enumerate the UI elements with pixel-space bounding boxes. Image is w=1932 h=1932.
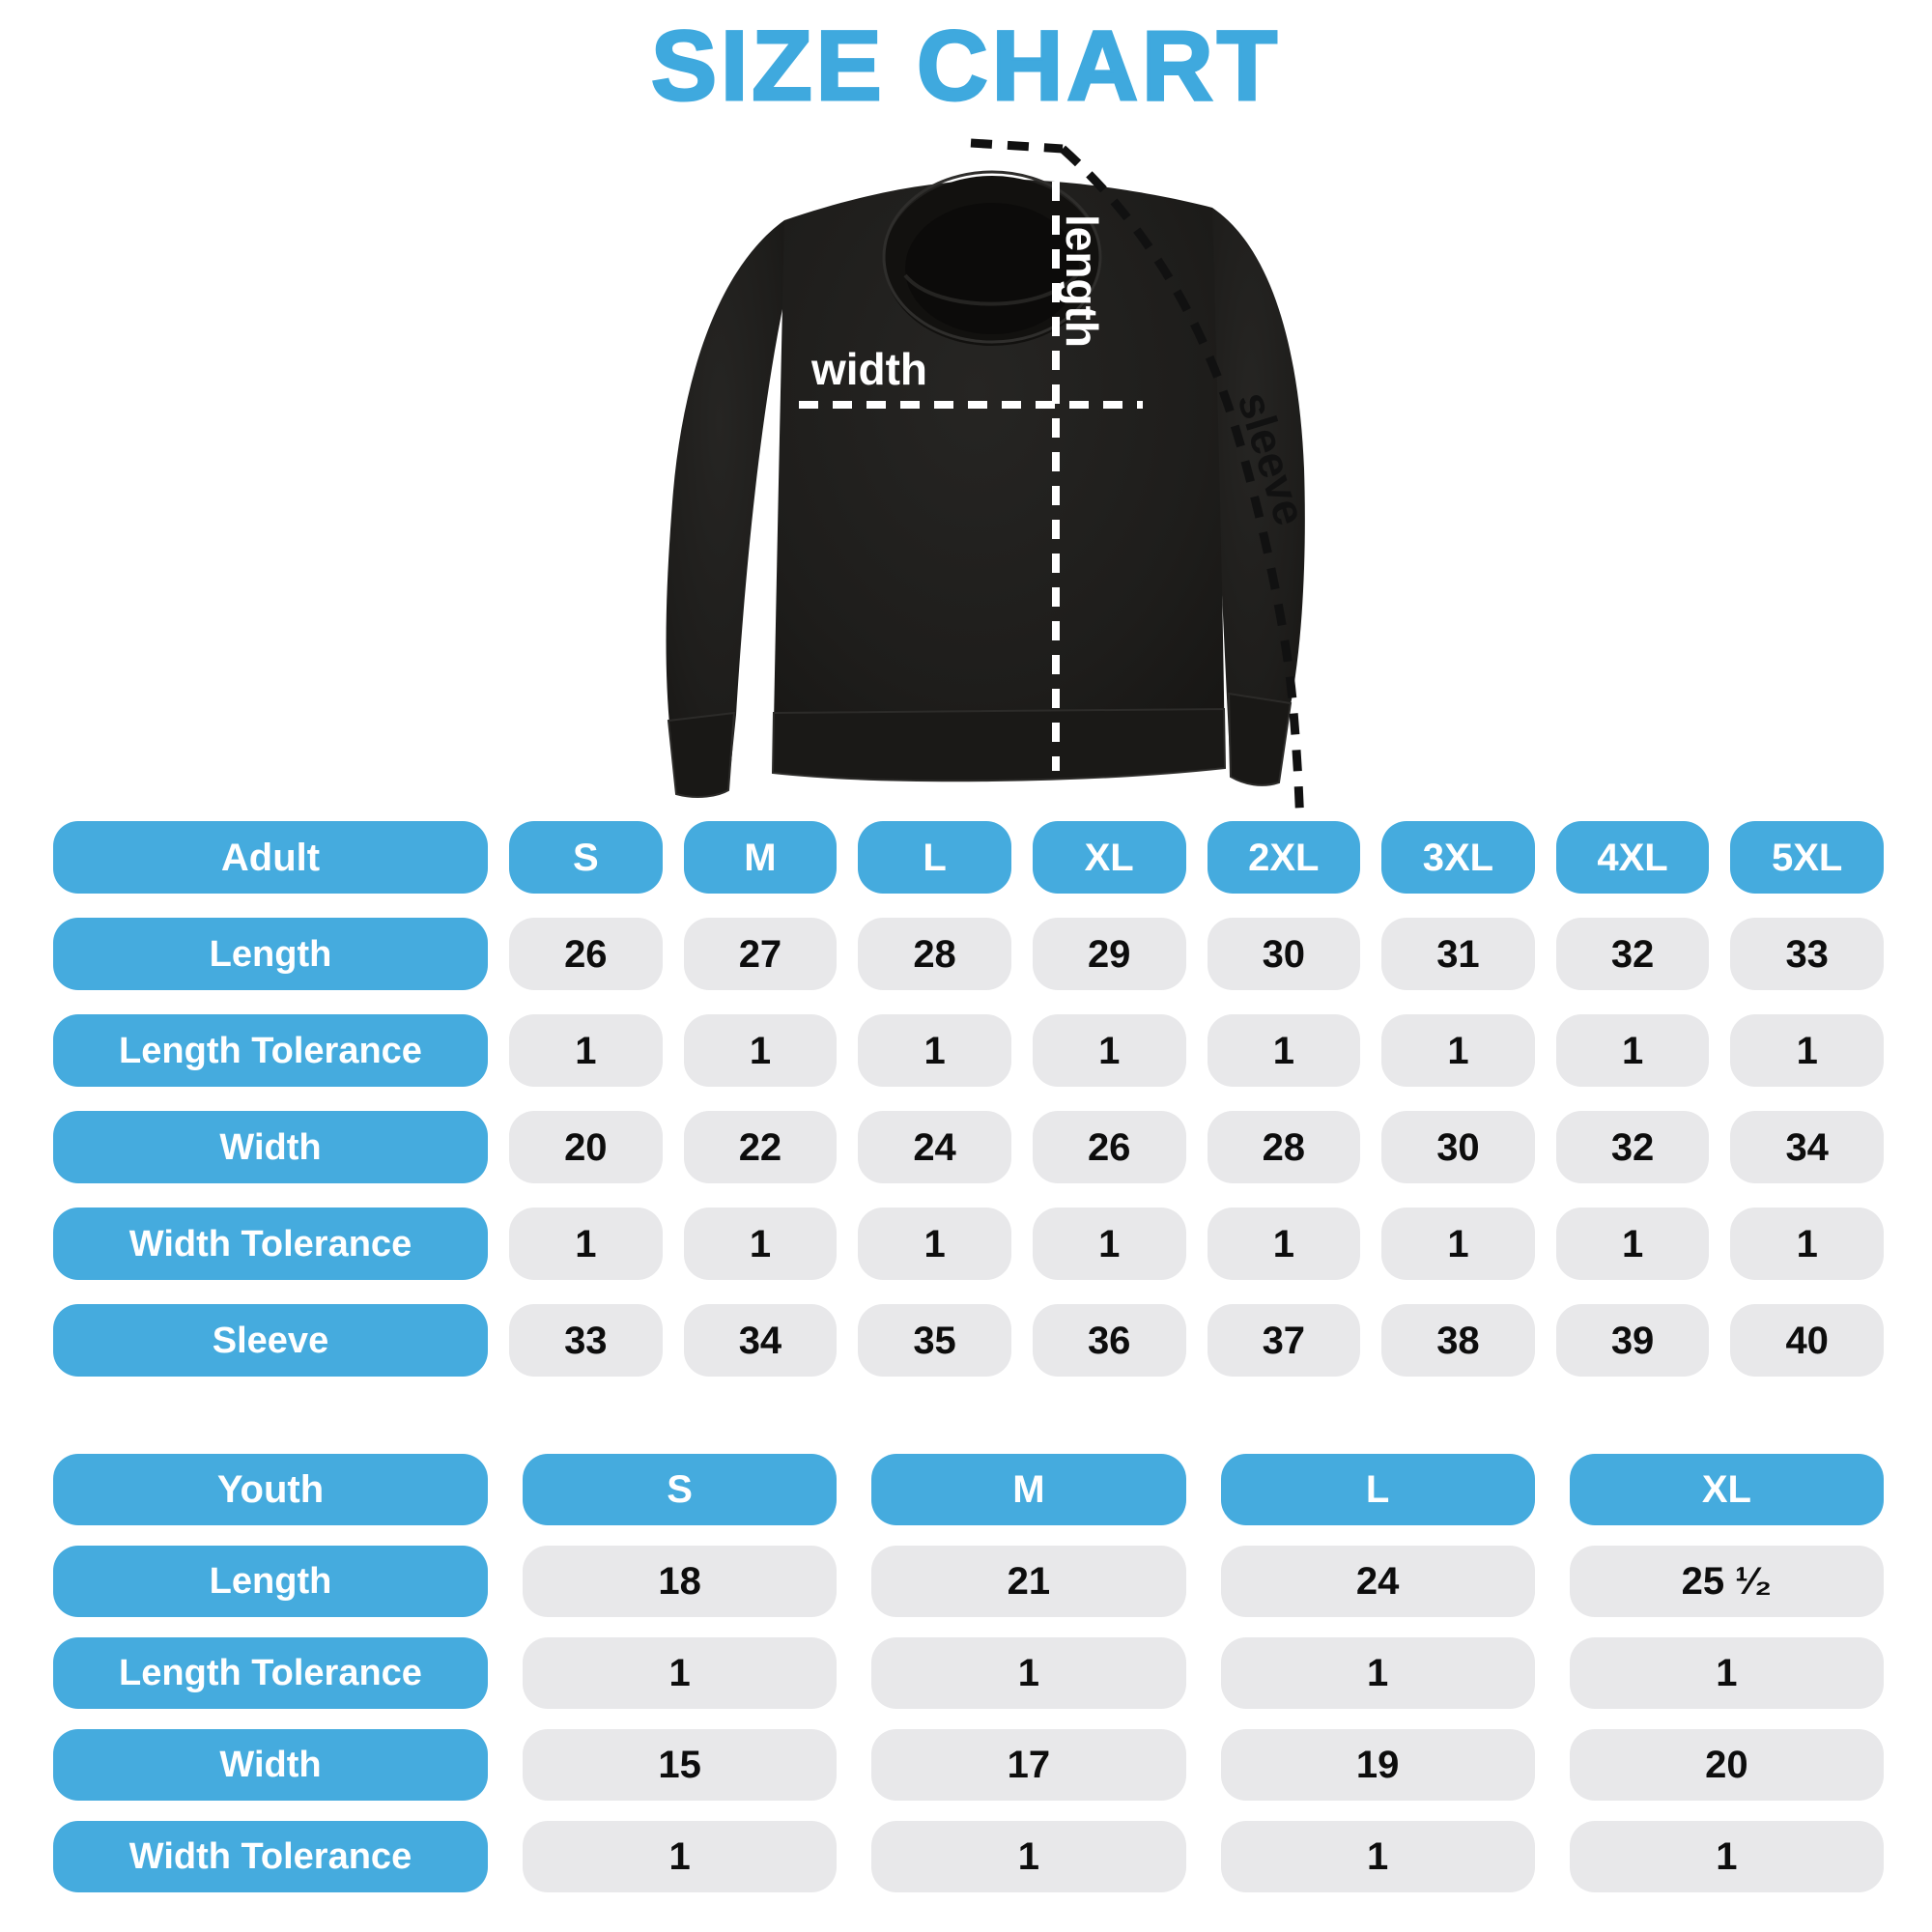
adult-cell-width-tolerance-4xl: 1	[1556, 1208, 1710, 1280]
youth-size-table	[53, 1454, 1884, 1892]
adult-cell-length-tolerance-xl: 1	[1033, 1014, 1186, 1087]
adult-cell-length-l: 28	[858, 918, 1011, 990]
adult-cell-length-tolerance-2xl: 1	[1208, 1014, 1361, 1087]
sleeve-label: sleeve	[1228, 385, 1317, 531]
youth-row-label-width-tolerance: Width Tolerance	[53, 1821, 488, 1892]
adult-row-label-sleeve: Sleeve	[53, 1304, 488, 1377]
youth-cell-width-l: 19	[1221, 1729, 1535, 1801]
youth-cell-length-xl: 25 ¹⁄₂	[1570, 1546, 1884, 1617]
adult-row-label-width: Width	[53, 1111, 488, 1183]
adult-cell-length-2xl: 30	[1208, 918, 1361, 990]
adult-size-table	[53, 821, 1884, 1377]
adult-cell-width-m: 22	[684, 1111, 838, 1183]
adult-cell-length-4xl: 32	[1556, 918, 1710, 990]
youth-table-title: Youth	[53, 1454, 488, 1525]
adult-cell-width-tolerance-2xl: 1	[1208, 1208, 1361, 1280]
adult-cell-sleeve-l: 35	[858, 1304, 1011, 1377]
width-label: width	[810, 344, 928, 394]
youth-cell-length-tolerance-l: 1	[1221, 1637, 1535, 1709]
adult-col-header-4xl: 4XL	[1556, 821, 1710, 894]
adult-cell-width-s: 20	[509, 1111, 663, 1183]
left-sleeve-graphic	[667, 220, 784, 797]
youth-cell-length-tolerance-s: 1	[523, 1637, 837, 1709]
adult-col-header-5xl: 5XL	[1730, 821, 1884, 894]
adult-cell-sleeve-m: 34	[684, 1304, 838, 1377]
adult-cell-sleeve-2xl: 37	[1208, 1304, 1361, 1377]
youth-col-header-xl: XL	[1570, 1454, 1884, 1525]
adult-cell-width-l: 24	[858, 1111, 1011, 1183]
adult-cell-width-tolerance-l: 1	[858, 1208, 1011, 1280]
adult-cell-width-2xl: 28	[1208, 1111, 1361, 1183]
youth-cell-width-tolerance-l: 1	[1221, 1821, 1535, 1892]
youth-row-label-length: Length	[53, 1546, 488, 1617]
youth-cell-length-l: 24	[1221, 1546, 1535, 1617]
adult-cell-sleeve-xl: 36	[1033, 1304, 1186, 1377]
adult-cell-sleeve-5xl: 40	[1730, 1304, 1884, 1377]
adult-cell-length-tolerance-5xl: 1	[1730, 1014, 1884, 1087]
youth-col-header-l: L	[1221, 1454, 1535, 1525]
adult-cell-width-5xl: 34	[1730, 1111, 1884, 1183]
adult-cell-width-3xl: 30	[1381, 1111, 1535, 1183]
youth-cell-length-m: 21	[871, 1546, 1185, 1617]
youth-cell-width-s: 15	[523, 1729, 837, 1801]
sweatshirt-diagram	[483, 106, 1449, 840]
adult-col-header-3xl: 3XL	[1381, 821, 1535, 894]
youth-cell-width-xl: 20	[1570, 1729, 1884, 1801]
adult-cell-width-xl: 26	[1033, 1111, 1186, 1183]
adult-col-header-xl: XL	[1033, 821, 1186, 894]
adult-cell-length-5xl: 33	[1730, 918, 1884, 990]
youth-cell-width-m: 17	[871, 1729, 1185, 1801]
adult-cell-length-m: 27	[684, 918, 838, 990]
youth-row-label-width: Width	[53, 1729, 488, 1801]
youth-cell-width-tolerance-m: 1	[871, 1821, 1185, 1892]
adult-table-title: Adult	[53, 821, 488, 894]
adult-cell-sleeve-3xl: 38	[1381, 1304, 1535, 1377]
adult-cell-length-3xl: 31	[1381, 918, 1535, 990]
youth-cell-width-tolerance-xl: 1	[1570, 1821, 1884, 1892]
adult-col-header-m: M	[684, 821, 838, 894]
adult-cell-width-tolerance-xl: 1	[1033, 1208, 1186, 1280]
adult-cell-width-4xl: 32	[1556, 1111, 1710, 1183]
youth-cell-length-tolerance-m: 1	[871, 1637, 1185, 1709]
adult-cell-length-xl: 29	[1033, 918, 1186, 990]
adult-cell-length-tolerance-l: 1	[858, 1014, 1011, 1087]
adult-cell-length-tolerance-s: 1	[509, 1014, 663, 1087]
adult-col-header-s: S	[509, 821, 663, 894]
adult-row-label-width-tolerance: Width Tolerance	[53, 1208, 488, 1280]
adult-cell-width-tolerance-m: 1	[684, 1208, 838, 1280]
youth-row-label-length-tolerance: Length Tolerance	[53, 1637, 488, 1709]
adult-cell-width-tolerance-3xl: 1	[1381, 1208, 1535, 1280]
youth-cell-length-s: 18	[523, 1546, 837, 1617]
adult-cell-length-s: 26	[509, 918, 663, 990]
adult-cell-sleeve-s: 33	[509, 1304, 663, 1377]
adult-row-label-length-tolerance: Length Tolerance	[53, 1014, 488, 1087]
youth-cell-length-tolerance-xl: 1	[1570, 1637, 1884, 1709]
length-label: length	[1057, 214, 1107, 348]
adult-cell-length-tolerance-3xl: 1	[1381, 1014, 1535, 1087]
adult-row-label-length: Length	[53, 918, 488, 990]
adult-cell-sleeve-4xl: 39	[1556, 1304, 1710, 1377]
adult-cell-length-tolerance-m: 1	[684, 1014, 838, 1087]
adult-cell-length-tolerance-4xl: 1	[1556, 1014, 1710, 1087]
youth-cell-width-tolerance-s: 1	[523, 1821, 837, 1892]
adult-cell-width-tolerance-5xl: 1	[1730, 1208, 1884, 1280]
youth-col-header-m: M	[871, 1454, 1185, 1525]
adult-col-header-2xl: 2XL	[1208, 821, 1361, 894]
adult-cell-width-tolerance-s: 1	[509, 1208, 663, 1280]
youth-col-header-s: S	[523, 1454, 837, 1525]
page-title: SIZE CHART	[651, 11, 1281, 121]
adult-col-header-l: L	[858, 821, 1011, 894]
